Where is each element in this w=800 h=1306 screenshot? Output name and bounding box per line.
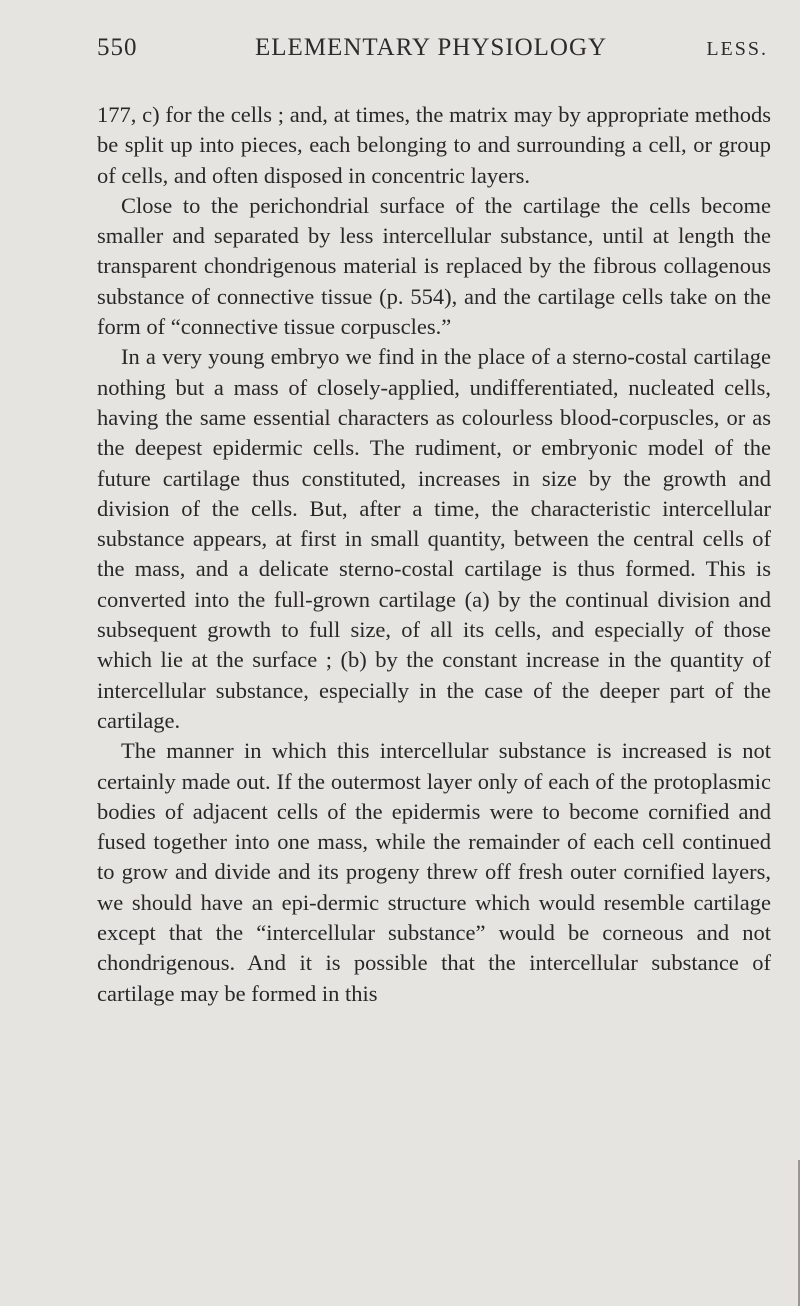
paragraph-embryo: In a very young embryo we find in the place of a sterno-costal cartilage nothing but a mass of closely-applied, undifferentiated, nucleated cells, having the same essential characters as colourless blood-corpuscles, or as the deepest epidermic cells. The rudiment, or embryonic model of the future cartilage thus constituted, increases in size by the growth and division of the cells. But, after a time, the characteristic intercellular substance appears, at first in small quantity, between the central cells of the mass, and a delicate sterno-costal cartilage is thus formed. This is converted into the full-grown cartilage (a) by the continual division and subsequent growth to full size, of all its cells, and especially of those which lie at the surface ; (b) by the constant increase in the quantity of intercellular substance, especially in the case of the deeper part of the cartilage. [97,344,771,733]
paragraph-perichondrial: Close to the perichondrial surface of the cartilage the cells become smaller and separated by less intercellular substance, until at length the transparent chondrigenous material is replaced by the fibrous collagenous substance of connective tissue (p. 554), and the cartilage cells take on the form of “connective tissue corpuscles.” [97,192,771,340]
page-number: 550 [97,34,138,61]
running-head [97,34,768,74]
body-text [97,100,771,1009]
section-label: LESS. [706,38,768,60]
paragraph-intercellular: The manner in which this intercellular substance is increased is not certainly made out. If the outermost layer only of each of the protoplasmic bodies of adjacent cells of the epidermis were to become cornified and fused together into one mass, while the remainder of each cell continued to grow and divide and its progeny threw off fresh outer cornified layers, we should have an epi-dermic structure which would resemble cartilage except that the “intercellular substance” would be corneous and not chondrigenous. And it is possible that the intercellular substance of cartilage may be formed in this [97,738,771,1006]
book-title: ELEMENTARY PHYSIOLOGY [255,34,608,61]
paragraph-continued: 177, c) for the cells ; and, at times, the matrix may by appropriate methods be split up into pieces, each belonging to and surrounding a cell, or group of cells, and often disposed in concentric layers. [97,102,771,188]
